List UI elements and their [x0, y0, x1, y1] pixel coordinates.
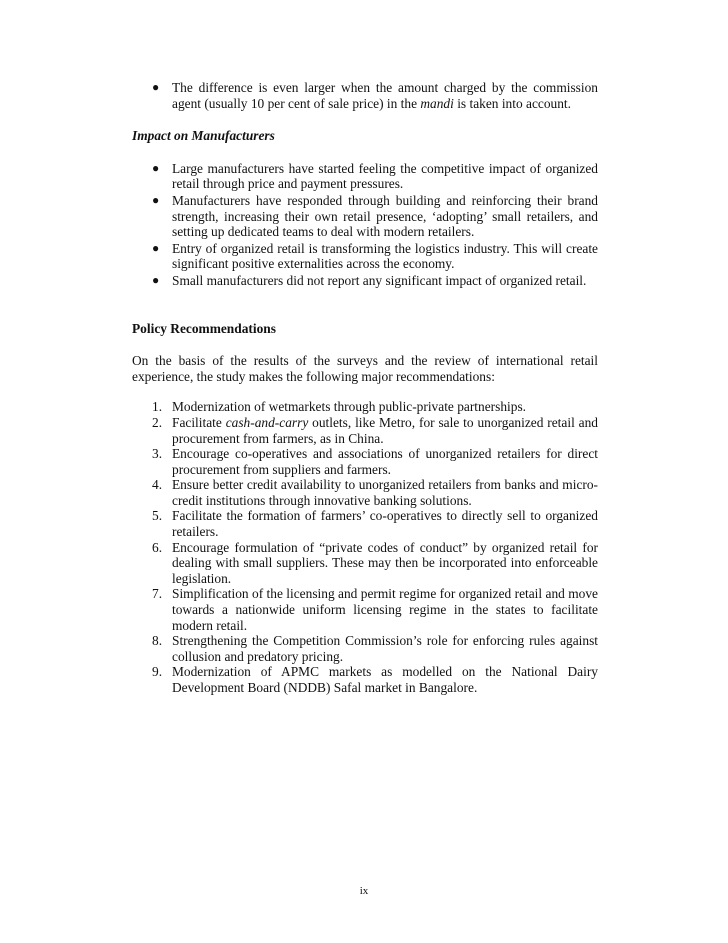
document-page — [132, 80, 598, 696]
impact-bullet-list — [132, 161, 598, 289]
list-item — [132, 80, 598, 111]
list-item: ● Entry of organized retail is transforming the logistics industry. This will create significant positive externalities across the economy. — [152, 240, 598, 272]
bullet-icon: ● — [152, 160, 160, 175]
bullet-icon: ● — [152, 240, 160, 255]
list-item: 8. Strengthening the Competition Commission’s role for enforcing rules against collusion and predatory pricing. — [152, 633, 598, 664]
bullet-list-top — [132, 80, 598, 111]
italic-text: mandi — [420, 95, 454, 111]
list-item: 5. Facilitate the formation of farmers’ co-operatives to directly sell to organized retailers. — [152, 508, 598, 540]
italic-text: cash-and-carry — [225, 414, 309, 430]
list-item: 1. Modernization of wetmarkets through public-private partnerships. — [152, 399, 527, 415]
list-item: 9. Modernization of APMC markets as modelled on the National Dairy Development Board (NDDB) Safal market in Bangalore. — [152, 664, 598, 695]
list-item: 7. Simplification of the licensing and permit regime for organized retail and move towards a nationwide uniform licensing regime in the states to facilitate modern retail. — [152, 586, 598, 633]
page-number: ix — [359, 885, 369, 897]
list-item: 6. Encourage formulation of “private codes of conduct” by organized retail for dealing with small suppliers. These may then be incorporated into enforceable legislation. — [152, 539, 598, 586]
bullet-icon: ● — [152, 80, 160, 94]
bullet-icon: ● — [152, 192, 160, 207]
impact-heading: Impact on Manufacturers — [132, 128, 275, 144]
list-item: ● Manufacturers have responded through building and reinforcing their brand strength, increasing their own retail presence, ‘adopting’ small retailers, and setting up dedicated teams to deal with modern retailers. — [152, 192, 598, 240]
list-item: 4. Ensure better credit availability to unorganized retailers from banks and micro-credit institutions through innovative banking solutions. — [152, 477, 598, 508]
list-item: ● Small manufacturers did not report any significant impact of organized retail. — [152, 272, 587, 288]
text-segment: The difference is even larger when the amount charged by the commission agent (usually 10 per cent of sale price) in the — [172, 80, 598, 111]
list-item: 3. Encourage co-operatives and associations of unorganized retailers for direct procurement from suppliers and farmers. — [152, 446, 598, 477]
text-segment: is taken into account. — [453, 95, 571, 111]
bullet-icon: ● — [152, 272, 160, 287]
recommendations-list — [132, 399, 598, 695]
list-item: 2. Facilitate cash-and-carry outlets, like Metro, for sale to unorganized retail and procurement from farmers, as in China. — [152, 414, 598, 446]
policy-heading: Policy Recommendations — [132, 320, 276, 336]
policy-intro: On the basis of the results of the surveys and the review of international retail experience, the study makes the following major recommendations: — [132, 353, 598, 384]
list-item: ● Large manufacturers have started feeling the competitive impact of organized retail through price and payment pressures. — [152, 160, 598, 192]
